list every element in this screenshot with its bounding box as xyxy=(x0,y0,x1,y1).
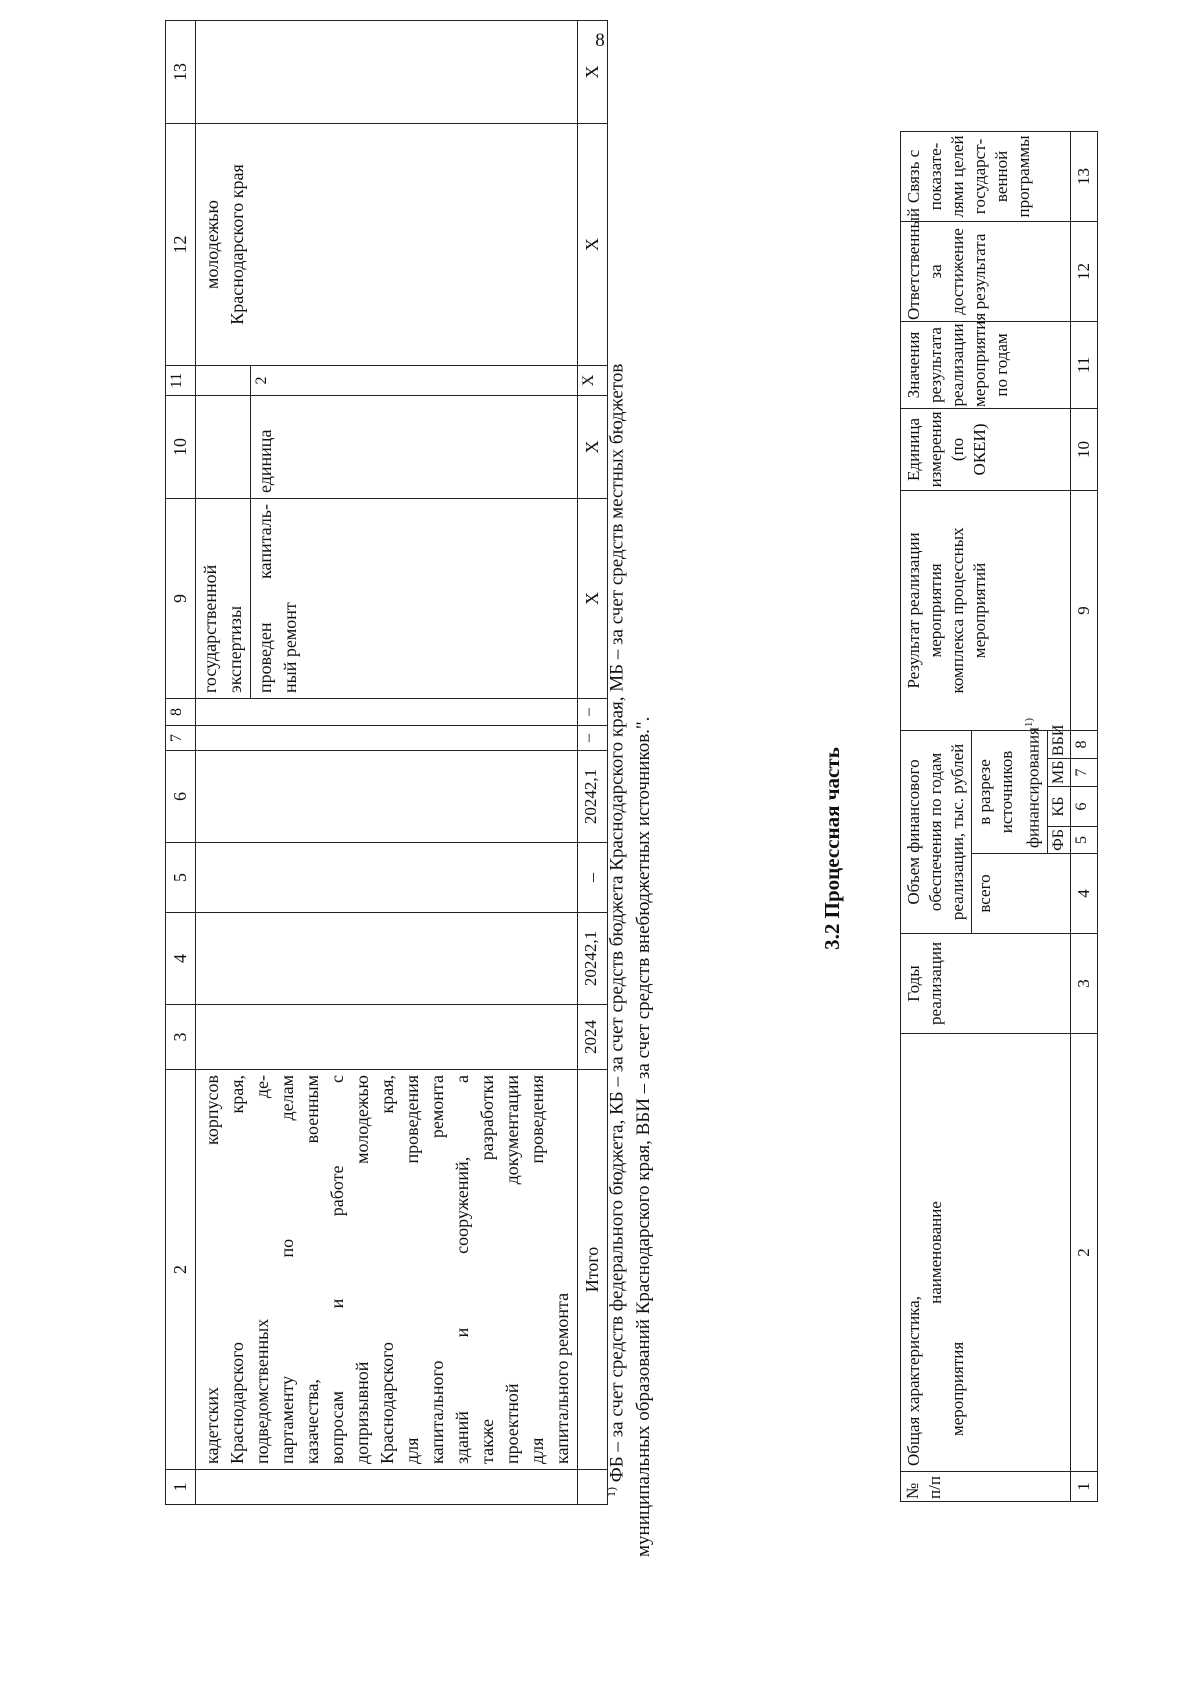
h-unit: Единица измерения (по ОКЕИ) xyxy=(901,408,1071,490)
section-title: 3.2 Процессная часть xyxy=(820,747,844,950)
budget-table xyxy=(165,20,608,1505)
col-num-9: 9 xyxy=(166,499,196,699)
total-c12: Х xyxy=(578,124,608,366)
content-row-a xyxy=(196,21,251,1505)
result-cell-a: государственной экспертизы xyxy=(196,499,251,699)
col-num-7: 7 xyxy=(166,726,196,751)
column-number-row xyxy=(166,21,196,1505)
unit-cell: единица xyxy=(251,396,578,499)
h-link: Связь с показате- лями целей государст- венной программы xyxy=(901,131,1071,221)
n-8: 8 xyxy=(1070,730,1097,758)
n-13: 13 xyxy=(1070,131,1097,221)
header-row-1 xyxy=(901,131,972,1501)
h-sources: в разрезе источников финансирования$^{1)}$ xyxy=(972,730,1048,853)
n-5: 5 xyxy=(1070,827,1097,854)
n-6: 6 xyxy=(1070,787,1097,827)
col-num-4: 4 xyxy=(166,913,196,1005)
total-year: 2024 xyxy=(578,1005,608,1070)
footnote-mark: 1) xyxy=(604,1487,618,1497)
n-3: 3 xyxy=(1070,934,1097,1034)
footnote xyxy=(598,137,657,1557)
h-result: Результат реализации мероприятия комплекса процессных мероприятий xyxy=(901,490,1071,730)
n-11: 11 xyxy=(1070,321,1097,408)
col-num-1: 1 xyxy=(166,1470,196,1505)
total-c10: Х xyxy=(578,396,608,499)
total-c13: Х xyxy=(578,21,608,124)
total-vbi: – xyxy=(578,699,608,726)
total-c11: Х xyxy=(578,366,608,396)
process-table xyxy=(900,131,1098,1502)
footnote-line-1: ФБ – за счет средств федерального бюджета, КБ – за счет средств бюджета Краснодарского края, МБ – за счет средств местных бюджетов xyxy=(606,363,628,1483)
h-responsible: Ответственный за достижение результата xyxy=(901,221,1071,321)
event-description: кадетских корпусов Краснодарского края, подведомственных де- партаменту по делам казачества, военным вопросам и работе с допризывной молодежью Краснодарского края, для проведения капитального ремонта зданий и сооружений, а также разработки проектной документации для проведения капитального ремонта xyxy=(196,1070,578,1470)
n-7: 7 xyxy=(1070,759,1097,787)
h-src-fb: ФБ xyxy=(1047,827,1070,854)
h-src-kb: КБ xyxy=(1047,787,1070,827)
h-values: Значения результата реализации мероприятия по годам xyxy=(901,321,1071,408)
total-label: Итого xyxy=(578,1070,608,1470)
col-num-6: 6 xyxy=(166,751,196,843)
col-num-13: 13 xyxy=(166,21,196,124)
n-4: 4 xyxy=(1070,854,1097,934)
col-num-11: 11 xyxy=(166,366,196,396)
h-src-mb: МБ xyxy=(1047,759,1070,787)
h-volume: Объем финансового обеспечения по годам реализации, тыс. рублей xyxy=(901,730,972,933)
number-row xyxy=(1070,131,1097,1501)
h-src-vbi: ВБИ xyxy=(1047,730,1070,758)
n-9: 9 xyxy=(1070,490,1097,730)
h-name: Общая характеристика, наименование мероприятия xyxy=(901,1034,1071,1472)
total-fb: – xyxy=(578,843,608,913)
col-num-10: 10 xyxy=(166,396,196,499)
row-number-cell xyxy=(196,1470,578,1505)
col-num-2: 2 xyxy=(166,1070,196,1470)
footnote-line-2: муниципальных образований Краснодарского края, ВБИ – за счет средств внебюджетных источников.". xyxy=(633,716,655,1557)
col-num-5: 5 xyxy=(166,843,196,913)
result-cell-b: проведен капиталь- ный ремонт xyxy=(251,499,578,699)
h-years: Годы реализации xyxy=(901,934,1071,1034)
n-2: 2 xyxy=(1070,1034,1097,1472)
total-c9: Х xyxy=(578,499,608,699)
n-10: 10 xyxy=(1070,408,1097,490)
responsible-cell: молодежью Краснодарского края xyxy=(196,124,578,366)
h-num: № п/п xyxy=(901,1472,1071,1502)
h-total: всего xyxy=(972,854,1071,934)
col-num-8: 8 xyxy=(166,699,196,726)
col-num-12: 12 xyxy=(166,124,196,366)
total-kb: 20242,1 xyxy=(578,751,608,843)
page-number: 8 xyxy=(595,30,605,51)
n-1: 1 xyxy=(1070,1472,1097,1502)
total-mb: – xyxy=(578,726,608,751)
n-12: 12 xyxy=(1070,221,1097,321)
col-num-3: 3 xyxy=(166,1005,196,1070)
value-cell: 2 xyxy=(251,366,578,396)
total-all: 20242,1 xyxy=(578,913,608,1005)
